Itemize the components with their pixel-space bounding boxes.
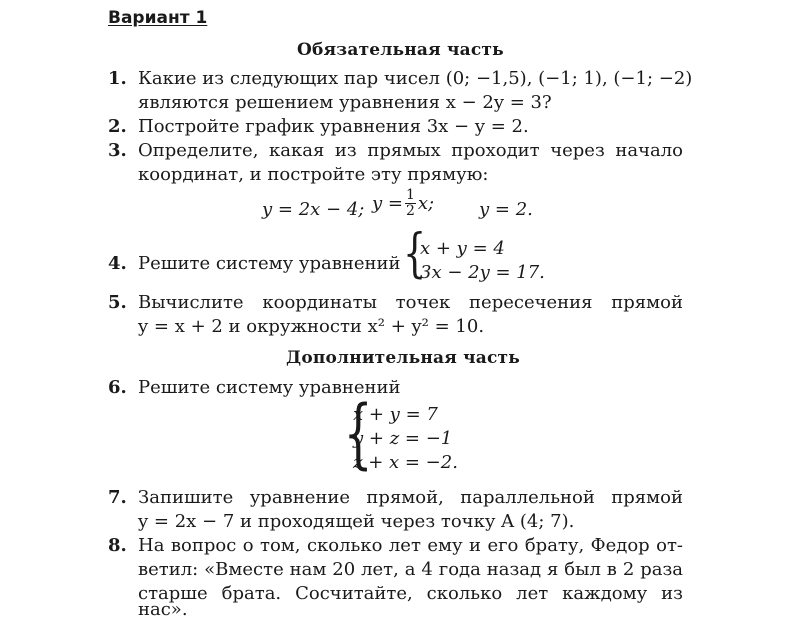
question-4-text: Решите систему уравнений	[138, 253, 401, 274]
equation-line-2-left: y =	[372, 193, 403, 214]
section-title-mandatory: Обязательная часть	[297, 40, 504, 60]
question-7-line-2: y = 2x − 7 и проходящей через точку A (4; 7).	[138, 511, 575, 532]
variant-title: Вариант 1	[108, 8, 208, 28]
fraction-numerator: 1	[405, 187, 415, 203]
system-4-eq-1: x + y = 4	[420, 238, 505, 259]
question-3-line-1: Определите, какая из прямых проходит через начало	[138, 140, 683, 161]
system-6-eq-2: y + z = −1	[353, 428, 453, 449]
question-5-number: 5.	[108, 292, 127, 313]
question-7-number: 7.	[108, 487, 127, 508]
question-5-line-2: y = x + 2 и окружности x² + y² = 10.	[138, 316, 485, 337]
section-title-additional: Дополнительная часть	[286, 348, 520, 368]
question-8-line-4: нас».	[138, 599, 188, 620]
system-brace-icon: {	[402, 224, 427, 284]
fraction-denominator: 2	[405, 203, 415, 219]
equation-line-2-right: x;	[417, 193, 435, 214]
question-1-line-1: Какие из следующих пар чисел (0; −1,5), (−1; 1), (−1; −2)	[138, 68, 693, 89]
question-1-number: 1.	[108, 68, 127, 89]
system-brace-icon: {	[343, 388, 373, 477]
question-7-line-1: Запишите уравнение прямой, параллельной прямой	[138, 487, 683, 508]
question-2-number: 2.	[108, 116, 127, 137]
question-4-number: 4.	[108, 253, 127, 274]
question-8-line-3: старше брата. Сосчитайте, сколько лет каждому из	[138, 583, 683, 604]
question-8-number: 8.	[108, 535, 127, 556]
question-6-text: Решите систему уравнений	[138, 377, 401, 398]
question-3-number: 3.	[108, 140, 127, 161]
question-5-line-1: Вычислите координаты точек пересечения прямой	[138, 292, 683, 313]
question-6-number: 6.	[108, 377, 127, 398]
equation-line-1: y = 2x − 4;	[262, 199, 365, 220]
system-4-eq-2: 3x − 2y = 17.	[420, 262, 545, 283]
equation-line-2	[372, 188, 434, 219]
system-6-eq-3: z + x = −2.	[353, 452, 458, 473]
equation-line-3: y = 2.	[479, 199, 533, 220]
question-3-line-2: координат, и постройте эту прямую:	[138, 164, 489, 185]
system-6-eq-1: x + y = 7	[353, 404, 438, 425]
question-8-line-1: На вопрос о том, сколько лет ему и его брату, Федор от-	[138, 535, 683, 556]
question-2-line-1: Постройте график уравнения 3x − y = 2.	[138, 116, 529, 137]
question-8-line-2: ветил: «Вместе нам 20 лет, а 4 года назад я был в 2 раза	[138, 559, 683, 580]
fraction-one-half	[405, 188, 416, 219]
question-1-line-2: являются решением уравнения x − 2y = 3?	[138, 92, 552, 113]
